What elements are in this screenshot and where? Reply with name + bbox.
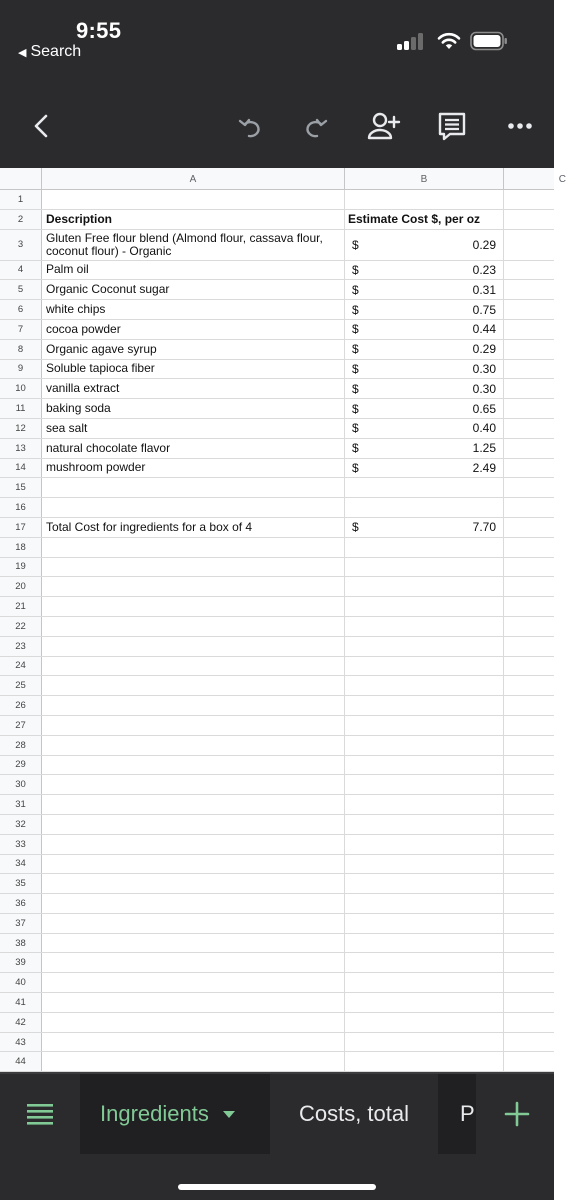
cost-column-header: Estimate Cost $, per oz — [348, 212, 481, 227]
cell-a[interactable] — [42, 1013, 345, 1032]
plus-icon — [504, 1101, 530, 1127]
currency-symbol: $ — [352, 381, 359, 396]
comments-button[interactable] — [430, 104, 474, 148]
cell-b[interactable] — [345, 676, 504, 695]
cost-value: 0.30 — [472, 361, 496, 376]
table-row — [0, 210, 554, 230]
cell-c[interactable] — [504, 210, 554, 229]
cell-a[interactable] — [42, 795, 345, 814]
table-row — [0, 775, 554, 795]
table-row — [0, 1013, 554, 1033]
row-number[interactable]: 33 — [0, 835, 42, 854]
tab-ingredients-label: Ingredients — [100, 1101, 209, 1126]
cell-a[interactable]: Gluten Free flour blend (Almond flour, cassava flour, coconut flour) - Organic — [42, 230, 345, 260]
cell-b[interactable] — [345, 855, 504, 874]
cell-c[interactable] — [504, 894, 554, 913]
cost-value: 1.25 — [472, 441, 496, 456]
table-row — [0, 657, 554, 677]
cell-c[interactable] — [504, 953, 554, 972]
row-number[interactable]: 16 — [0, 498, 42, 517]
back-button[interactable] — [20, 104, 64, 148]
cell-c[interactable] — [504, 1013, 554, 1032]
cell-b[interactable] — [345, 1052, 504, 1071]
cell-b[interactable] — [345, 419, 504, 438]
cell-c[interactable] — [504, 676, 554, 695]
cell-b[interactable] — [345, 210, 504, 229]
cell-a[interactable] — [42, 953, 345, 972]
cell-a[interactable] — [42, 993, 345, 1012]
cell-c[interactable] — [504, 558, 554, 577]
cost-value: 0.23 — [472, 262, 496, 277]
cell-a[interactable] — [42, 538, 345, 557]
cell-c[interactable] — [504, 775, 554, 794]
tab-dropdown-caret-icon[interactable] — [223, 1111, 235, 1118]
cell-c[interactable] — [504, 874, 554, 893]
cell-b[interactable] — [345, 874, 504, 893]
cost-value: 2.49 — [472, 460, 496, 475]
all-sheets-menu-button[interactable] — [0, 1074, 80, 1154]
row-number[interactable]: 11 — [0, 399, 42, 418]
cell-a[interactable]: sea salt — [42, 419, 345, 438]
undo-button[interactable] — [228, 104, 272, 148]
row-number[interactable]: 44 — [0, 1052, 42, 1071]
sheet-list-icon — [27, 1103, 53, 1125]
cell-c[interactable] — [504, 280, 554, 299]
table-row — [0, 855, 554, 875]
cell-a[interactable] — [42, 558, 345, 577]
table-row — [0, 676, 554, 696]
cost-value: 7.70 — [472, 520, 496, 535]
back-chevron-icon — [29, 113, 55, 139]
cell-a[interactable]: Organic Coconut sugar — [42, 280, 345, 299]
back-search-label: Search — [30, 43, 82, 60]
cell-a[interactable] — [42, 676, 345, 695]
add-person-icon — [366, 111, 402, 141]
cell-a[interactable] — [42, 577, 345, 596]
cell-a[interactable]: Description — [42, 210, 345, 229]
cell-b[interactable] — [345, 538, 504, 557]
table-row — [0, 379, 554, 399]
cell-b[interactable] — [345, 953, 504, 972]
wifi-icon — [436, 31, 462, 51]
cell-a[interactable] — [42, 973, 345, 992]
tab-costs-total-label: Costs, total — [298, 1101, 410, 1126]
currency-symbol: $ — [352, 361, 359, 376]
cell-c[interactable] — [504, 657, 554, 676]
table-row — [0, 558, 554, 578]
cost-value: 0.65 — [472, 401, 496, 416]
cell-c[interactable] — [504, 300, 554, 319]
cell-c[interactable] — [504, 498, 554, 517]
cell-b[interactable] — [345, 498, 504, 517]
cell-a[interactable] — [42, 835, 345, 854]
table-row — [0, 459, 554, 479]
cell-a[interactable] — [42, 637, 345, 656]
share-add-person-button[interactable] — [362, 104, 406, 148]
table-row — [0, 498, 554, 518]
table-row — [0, 280, 554, 300]
table-row — [0, 617, 554, 637]
row-number[interactable]: 35 — [0, 874, 42, 893]
sheet-tab-bar — [0, 1072, 554, 1200]
cell-c[interactable] — [504, 320, 554, 339]
cell-a[interactable]: natural chocolate flavor — [42, 439, 345, 458]
table-row — [0, 637, 554, 657]
cell-b[interactable] — [345, 280, 504, 299]
row-number[interactable]: 15 — [0, 478, 42, 497]
cell-b[interactable] — [345, 597, 504, 616]
cell-a[interactable] — [42, 914, 345, 933]
cell-c[interactable] — [504, 478, 554, 497]
cell-b[interactable] — [345, 399, 504, 418]
cell-b[interactable] — [345, 973, 504, 992]
table-row — [0, 716, 554, 736]
cell-b[interactable] — [345, 696, 504, 715]
currency-symbol: $ — [352, 237, 359, 252]
table-row — [0, 300, 554, 320]
cell-c[interactable] — [504, 795, 554, 814]
row-number[interactable]: 20 — [0, 577, 42, 596]
cost-value: 0.30 — [472, 381, 496, 396]
cell-a[interactable]: white chips — [42, 300, 345, 319]
cost-value: 0.31 — [472, 282, 496, 297]
cell-c[interactable] — [504, 340, 554, 359]
row-number[interactable]: 23 — [0, 637, 42, 656]
row-number[interactable]: 41 — [0, 993, 42, 1012]
cell-b[interactable] — [345, 1013, 504, 1032]
cell-b[interactable] — [345, 914, 504, 933]
cell-b[interactable] — [345, 379, 504, 398]
table-row — [0, 419, 554, 439]
cell-b[interactable] — [345, 439, 504, 458]
table-row — [0, 577, 554, 597]
cell-b[interactable] — [345, 756, 504, 775]
cell-b[interactable] — [345, 775, 504, 794]
table-row — [0, 874, 554, 894]
table-row — [0, 795, 554, 815]
table-row — [0, 1033, 554, 1053]
cost-value: 0.75 — [472, 302, 496, 317]
cost-value: 0.29 — [472, 237, 496, 252]
cell-a[interactable]: mushroom powder — [42, 459, 345, 478]
column-headers — [0, 168, 566, 190]
row-number[interactable]: 26 — [0, 696, 42, 715]
corner-cell[interactable] — [0, 168, 42, 190]
currency-symbol: $ — [352, 262, 359, 277]
table-row — [0, 360, 554, 380]
cell-c[interactable] — [504, 716, 554, 735]
cell-a[interactable] — [42, 894, 345, 913]
cell-c[interactable] — [504, 993, 554, 1012]
row-number[interactable]: 13 — [0, 439, 42, 458]
cell-c[interactable] — [504, 577, 554, 596]
spreadsheet-grid[interactable] — [0, 168, 566, 1072]
row-number[interactable]: 18 — [0, 538, 42, 557]
cell-a[interactable] — [42, 934, 345, 953]
cell-b[interactable] — [345, 190, 504, 209]
cell-b[interactable] — [345, 1033, 504, 1052]
row-number[interactable]: 39 — [0, 953, 42, 972]
currency-symbol: $ — [352, 441, 359, 456]
cell-a[interactable] — [42, 736, 345, 755]
tab-partial[interactable] — [438, 1074, 476, 1154]
cell-b[interactable] — [345, 300, 504, 319]
cell-c[interactable] — [504, 379, 554, 398]
cell-c[interactable] — [504, 190, 554, 209]
row-number[interactable]: 38 — [0, 934, 42, 953]
cell-c[interactable] — [504, 538, 554, 557]
tab-ingredients[interactable] — [80, 1074, 270, 1154]
table-row — [0, 973, 554, 993]
cell-a[interactable] — [42, 597, 345, 616]
add-sheet-button[interactable] — [480, 1074, 554, 1154]
sheet-rows — [0, 190, 554, 1072]
currency-symbol: $ — [352, 282, 359, 297]
table-row — [0, 538, 554, 558]
row-number[interactable]: 34 — [0, 855, 42, 874]
cell-c[interactable] — [504, 835, 554, 854]
row-number[interactable]: 1 — [0, 190, 42, 209]
cell-a[interactable]: Soluble tapioca fiber — [42, 360, 345, 379]
table-row — [0, 835, 554, 855]
top-app-bar — [0, 0, 554, 168]
row-number[interactable]: 42 — [0, 1013, 42, 1032]
cell-a[interactable] — [42, 775, 345, 794]
table-row — [0, 320, 554, 340]
table-row — [0, 340, 554, 360]
currency-symbol: $ — [352, 342, 359, 357]
table-row — [0, 934, 554, 954]
cell-c[interactable] — [504, 973, 554, 992]
row-number[interactable]: 3 — [0, 230, 42, 260]
table-row — [0, 230, 554, 261]
row-number[interactable]: 19 — [0, 558, 42, 577]
battery-icon — [470, 31, 508, 51]
cell-c[interactable] — [504, 518, 554, 537]
row-number[interactable]: 28 — [0, 736, 42, 755]
column-header-a[interactable]: A — [42, 168, 345, 190]
cell-c[interactable] — [504, 914, 554, 933]
cell-a[interactable]: Palm oil — [42, 261, 345, 280]
more-options-button[interactable] — [498, 104, 542, 148]
cell-c[interactable] — [504, 597, 554, 616]
row-number[interactable]: 29 — [0, 756, 42, 775]
row-number[interactable]: 10 — [0, 379, 42, 398]
cell-b[interactable] — [345, 459, 504, 478]
table-row — [0, 914, 554, 934]
cell-b[interactable] — [345, 657, 504, 676]
cell-c[interactable] — [504, 459, 554, 478]
table-row — [0, 696, 554, 716]
cell-b[interactable] — [345, 340, 504, 359]
cell-b[interactable] — [345, 815, 504, 834]
undo-icon — [236, 112, 264, 140]
row-number[interactable]: 40 — [0, 973, 42, 992]
cell-c[interactable] — [504, 230, 554, 260]
cell-c[interactable] — [504, 360, 554, 379]
cell-a[interactable] — [42, 696, 345, 715]
cell-c[interactable] — [504, 736, 554, 755]
table-row — [0, 894, 554, 914]
table-row — [0, 953, 554, 973]
back-triangle-icon: ◀ — [18, 46, 27, 59]
home-indicator — [178, 1184, 376, 1190]
cell-b[interactable] — [345, 320, 504, 339]
cell-b[interactable] — [345, 993, 504, 1012]
column-header-b[interactable]: B — [345, 168, 504, 190]
more-icon — [507, 122, 533, 130]
tab-costs-total[interactable] — [270, 1074, 438, 1154]
cell-c[interactable] — [504, 815, 554, 834]
redo-button[interactable] — [294, 104, 338, 148]
row-number[interactable]: 30 — [0, 775, 42, 794]
table-row — [0, 190, 554, 210]
table-row — [0, 815, 554, 835]
cost-value: 0.40 — [472, 421, 496, 436]
currency-symbol: $ — [352, 520, 359, 535]
cell-a[interactable]: baking soda — [42, 399, 345, 418]
cost-value: 0.29 — [472, 342, 496, 357]
cell-a[interactable]: Organic agave syrup — [42, 340, 345, 359]
row-number[interactable]: 17 — [0, 518, 42, 537]
row-number[interactable]: 24 — [0, 657, 42, 676]
redo-icon — [302, 112, 330, 140]
cell-a[interactable] — [42, 815, 345, 834]
cell-b[interactable] — [345, 577, 504, 596]
row-number[interactable]: 2 — [0, 210, 42, 229]
row-number[interactable]: 43 — [0, 1033, 42, 1052]
table-row — [0, 736, 554, 756]
cell-c[interactable] — [504, 1033, 554, 1052]
table-row — [0, 478, 554, 498]
cell-a[interactable]: cocoa powder — [42, 320, 345, 339]
row-number[interactable]: 21 — [0, 597, 42, 616]
table-row — [0, 518, 554, 538]
table-row — [0, 399, 554, 419]
currency-symbol: $ — [352, 302, 359, 317]
comment-icon — [437, 111, 467, 141]
table-row — [0, 993, 554, 1013]
row-number[interactable]: 9 — [0, 360, 42, 379]
row-number[interactable]: 12 — [0, 419, 42, 438]
currency-symbol: $ — [352, 421, 359, 436]
row-number[interactable]: 25 — [0, 676, 42, 695]
cell-b[interactable] — [345, 934, 504, 953]
row-number[interactable]: 37 — [0, 914, 42, 933]
currency-symbol: $ — [352, 322, 359, 337]
status-time: 9:55 — [76, 18, 122, 43]
table-row — [0, 1052, 554, 1072]
cell-a[interactable] — [42, 1033, 345, 1052]
cell-b[interactable] — [345, 835, 504, 854]
table-row — [0, 261, 554, 281]
cell-a[interactable] — [42, 498, 345, 517]
cell-b[interactable] — [345, 478, 504, 497]
cell-a[interactable] — [42, 1052, 345, 1071]
cell-b[interactable] — [345, 716, 504, 735]
cell-c[interactable] — [504, 261, 554, 280]
cell-a[interactable] — [42, 190, 345, 209]
back-to-search-link[interactable] — [18, 43, 81, 61]
row-number[interactable]: 31 — [0, 795, 42, 814]
cell-c[interactable] — [504, 756, 554, 775]
row-number[interactable]: 8 — [0, 340, 42, 359]
cell-a[interactable]: Total Cost for ingredients for a box of 4 — [42, 518, 345, 537]
row-number[interactable]: 4 — [0, 261, 42, 280]
cell-a[interactable] — [42, 617, 345, 636]
cell-b[interactable] — [345, 637, 504, 656]
currency-symbol: $ — [352, 460, 359, 475]
cell-a[interactable] — [42, 716, 345, 735]
cell-a[interactable] — [42, 478, 345, 497]
row-number[interactable]: 36 — [0, 894, 42, 913]
cell-b[interactable] — [345, 518, 504, 537]
cell-c[interactable] — [504, 399, 554, 418]
cell-b[interactable] — [345, 795, 504, 814]
currency-symbol: $ — [352, 401, 359, 416]
cell-b[interactable] — [345, 558, 504, 577]
cell-a[interactable] — [42, 874, 345, 893]
table-row — [0, 597, 554, 617]
row-number[interactable]: 6 — [0, 300, 42, 319]
row-number[interactable]: 22 — [0, 617, 42, 636]
cell-b[interactable] — [345, 261, 504, 280]
row-number[interactable]: 27 — [0, 716, 42, 735]
cell-b[interactable] — [345, 230, 504, 260]
cell-a[interactable] — [42, 756, 345, 775]
cell-c[interactable] — [504, 419, 554, 438]
table-row — [0, 439, 554, 459]
tab-partial-label: P — [460, 1101, 475, 1126]
cell-b[interactable] — [345, 894, 504, 913]
cell-c[interactable] — [504, 637, 554, 656]
cell-a[interactable]: vanilla extract — [42, 379, 345, 398]
cell-signal-icon — [397, 32, 427, 50]
cost-value: 0.44 — [472, 322, 496, 337]
cell-c[interactable] — [504, 617, 554, 636]
cell-b[interactable] — [345, 360, 504, 379]
row-number[interactable]: 5 — [0, 280, 42, 299]
row-number[interactable]: 32 — [0, 815, 42, 834]
cell-a[interactable] — [42, 657, 345, 676]
cell-c[interactable] — [504, 696, 554, 715]
column-header-c[interactable]: C — [558, 173, 566, 185]
row-number[interactable]: 7 — [0, 320, 42, 339]
cell-c[interactable] — [504, 1052, 554, 1071]
table-row — [0, 756, 554, 776]
cell-b[interactable] — [345, 617, 504, 636]
row-number[interactable]: 14 — [0, 459, 42, 478]
cell-c[interactable] — [504, 934, 554, 953]
cell-a[interactable] — [42, 855, 345, 874]
cell-b[interactable] — [345, 736, 504, 755]
cell-c[interactable] — [504, 855, 554, 874]
cell-c[interactable] — [504, 439, 554, 458]
